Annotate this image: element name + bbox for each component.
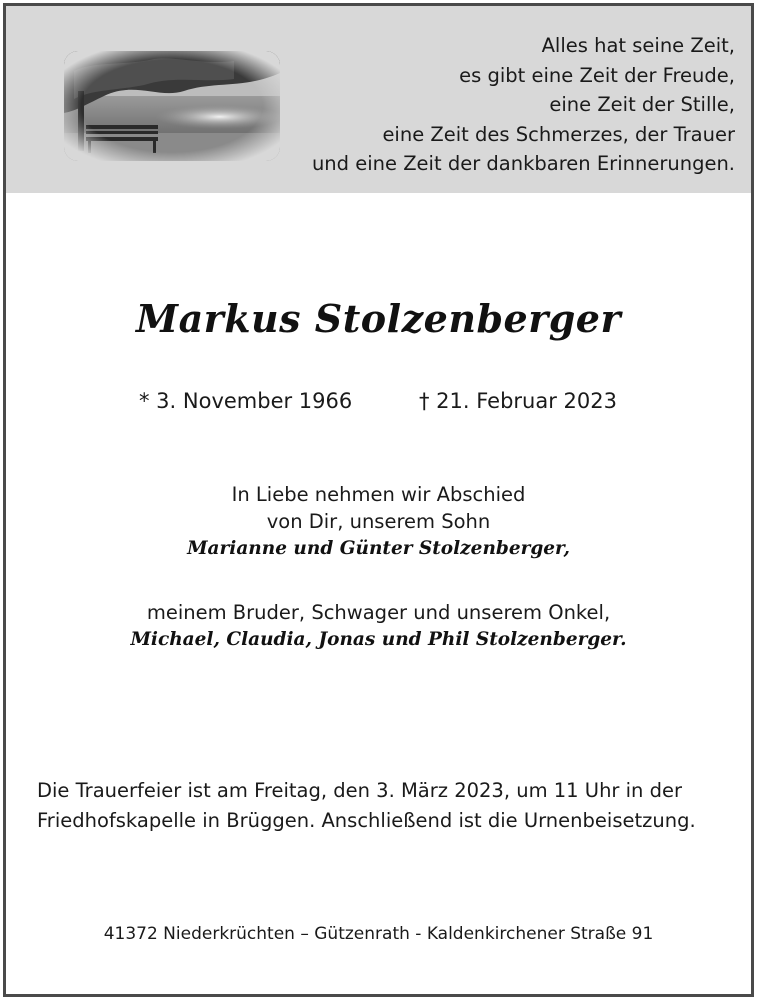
family-names: Michael, Claudia, Jonas und Phil Stolzenberger. xyxy=(130,629,627,650)
farewell-family xyxy=(6,599,751,653)
poem-line: eine Zeit der Stille, xyxy=(549,93,735,116)
header-band xyxy=(6,6,751,193)
deceased-name: Markus Stolzenberger xyxy=(136,296,621,341)
farewell-parents xyxy=(6,481,751,562)
service-line: Die Trauerfeier ist am Freitag, den 3. März 2023, um 11 Uhr in der xyxy=(37,779,683,802)
address: 41372 Niederkrüchten – Gützenrath - Kaldenkirchener Straße 91 xyxy=(103,924,654,944)
birth-date: * 3. November 1966 xyxy=(139,389,353,413)
poem-line: und eine Zeit der dankbaren Erinnerungen. xyxy=(311,152,735,175)
poem-line: Alles hat seine Zeit, xyxy=(541,34,735,57)
poem-line: eine Zeit des Schmerzes, der Trauer xyxy=(382,122,735,146)
death-date: † 21. Februar 2023 xyxy=(419,389,617,413)
lake-bench-photo xyxy=(64,51,280,161)
farewell-line: meinem Bruder, Schwager und unserem Onkel, xyxy=(146,601,611,624)
farewell-line: von Dir, unserem Sohn xyxy=(266,510,491,533)
poem xyxy=(312,31,735,179)
service-info xyxy=(37,776,696,835)
farewell-line: In Liebe nehmen wir Abschied xyxy=(231,483,526,506)
obituary-card xyxy=(3,3,754,997)
service-line: Friedhofskapelle in Brüggen. Anschließend ist die Urnenbeisetzung. xyxy=(37,808,696,832)
poem-line: es gibt eine Zeit der Freude, xyxy=(459,63,735,87)
parents-names: Marianne und Günter Stolzenberger, xyxy=(187,538,570,559)
